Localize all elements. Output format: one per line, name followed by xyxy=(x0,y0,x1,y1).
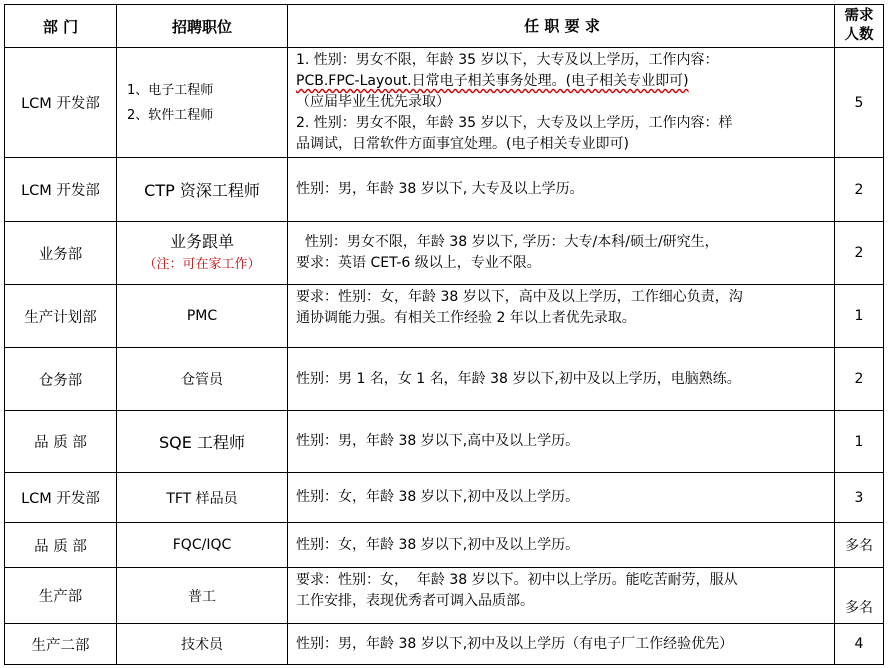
req-line: 要求：英语 CET-6 级以上，专业不限。 xyxy=(296,255,541,271)
requirements-cell xyxy=(288,48,835,157)
requirements-cell xyxy=(288,222,835,284)
req-line: 通协调能力强。有相关工作经验 2 年以上者优先录取。 xyxy=(296,310,636,326)
table-row xyxy=(5,348,883,411)
req-line: 要求：性别：女， 年龄 38 岁以下。初中以上学历。能吃苦耐劳，服从 xyxy=(296,572,738,588)
position-cell xyxy=(117,48,288,157)
req-line: 性别：女，年龄 38 岁以下,初中及以上学历。 xyxy=(296,536,580,553)
dept-cell: LCM 开发部 xyxy=(5,158,117,221)
position-label: TFT 样品员 xyxy=(166,490,238,507)
position-label: SQE 工程师 xyxy=(159,433,245,452)
req-line: 工作安排，表现优秀者可调入品质部。 xyxy=(296,593,534,609)
count-cell: 2 xyxy=(854,181,864,198)
requirements-cell xyxy=(288,158,835,221)
requirements-cell xyxy=(288,348,835,410)
header-dept: 部 门 xyxy=(5,5,117,47)
req-line: （应届毕业生优先录取） xyxy=(296,94,450,110)
position-cell xyxy=(117,624,288,664)
table-header-row xyxy=(5,5,883,48)
count-cell: 多名 xyxy=(845,600,873,616)
position-cell xyxy=(117,473,288,522)
requirements-cell xyxy=(288,624,835,664)
header-requirements: 任 职 要 求 xyxy=(288,5,835,47)
position-label: 技术员 xyxy=(181,637,223,653)
table-row xyxy=(5,48,883,158)
requirements-cell xyxy=(288,285,835,347)
req-line: 性别：男，年龄 38 岁以下, 大专及以上学历。 xyxy=(296,181,584,197)
header-count xyxy=(835,5,883,47)
position-cell xyxy=(117,523,288,567)
requirements-cell xyxy=(288,568,835,623)
table-row xyxy=(5,568,883,624)
req-line: 要求：性别：女，年龄 38 岁以下，高中及以上学历，工作细心负责，沟 xyxy=(296,289,743,305)
position-label: 仓管员 xyxy=(181,372,223,388)
count-cell: 1 xyxy=(854,308,864,324)
position-cell xyxy=(117,158,288,221)
table-row xyxy=(5,624,883,664)
dept-cell: 生产部 xyxy=(5,568,117,623)
req-line: 性别：男 1 名，女 1 名，年龄 38 岁以下,初中及以上学历，电脑熟练。 xyxy=(296,370,741,387)
req-line: PCB.FPC-Layout.日常电子相关事务处理。(电子相关专业即可) xyxy=(296,73,689,89)
position-label: PMC xyxy=(186,308,218,324)
requirements-cell xyxy=(288,523,835,567)
req-line: 2. 性别：男女不限，年龄 35 岁以下，大专及以上学历，工作内容：样 xyxy=(296,115,733,131)
position-label: FQC/IQC xyxy=(172,537,232,553)
position-note: （注：可在家工作） xyxy=(143,257,261,272)
table-row xyxy=(5,411,883,473)
dept-cell: 生产计划部 xyxy=(5,285,117,347)
req-line: 性别：男女不限，年龄 38 岁以下, 学历：大专/本科/硕士/研究生， xyxy=(296,234,719,250)
table-row xyxy=(5,158,883,222)
position-label: CTP 资深工程师 xyxy=(144,181,260,200)
dept-cell: 品 质 部 xyxy=(5,411,117,472)
position-cell xyxy=(117,348,288,410)
position-cell xyxy=(117,222,288,284)
req-line: 1. 性别：男女不限，年龄 35 岁以下，大专及以上学历，工作内容： xyxy=(296,52,719,68)
header-position: 招聘职位 xyxy=(117,5,288,47)
dept-cell: 仓务部 xyxy=(5,348,117,410)
count-cell: 2 xyxy=(854,245,864,261)
recruitment-table xyxy=(4,4,884,665)
header-count-line1: 需求 xyxy=(844,8,874,24)
position-item: 2、软件工程师 xyxy=(127,107,214,123)
dept-cell: LCM 开发部 xyxy=(5,473,117,522)
dept-cell: 品 质 部 xyxy=(5,523,117,567)
table-row xyxy=(5,473,883,523)
position-cell xyxy=(117,568,288,623)
count-cell: 多名 xyxy=(845,538,873,554)
table-row xyxy=(5,222,883,285)
position-item: 1、电子工程师 xyxy=(127,82,214,98)
requirements-cell xyxy=(288,473,835,522)
count-cell: 4 xyxy=(854,636,864,652)
table-row xyxy=(5,285,883,348)
dept-cell: 业务部 xyxy=(5,222,117,284)
req-line: 性别：女，年龄 38 岁以下,初中及以上学历。 xyxy=(296,489,580,505)
dept-cell: 生产二部 xyxy=(5,624,117,664)
count-cell: 2 xyxy=(854,371,864,387)
header-count-line2: 人数 xyxy=(844,27,874,43)
table-row xyxy=(5,523,883,568)
position-label: 业务跟单 xyxy=(169,232,234,251)
dept-cell: LCM 开发部 xyxy=(5,48,117,157)
req-line: 性别：男，年龄 38 岁以下,初中及以上学历（有电子厂工作经验优先） xyxy=(296,635,734,652)
requirements-cell xyxy=(288,411,835,472)
req-line: 品调试，日常软件方面事宜处理。(电子相关专业即可) xyxy=(296,136,629,152)
count-cell: 3 xyxy=(854,489,864,506)
position-label: 普工 xyxy=(188,588,216,605)
req-line: 性别：男，年龄 38 岁以下,高中及以上学历。 xyxy=(296,433,580,449)
count-cell: 5 xyxy=(854,94,864,111)
position-cell xyxy=(117,285,288,347)
count-cell: 1 xyxy=(854,433,864,450)
position-cell xyxy=(117,411,288,472)
